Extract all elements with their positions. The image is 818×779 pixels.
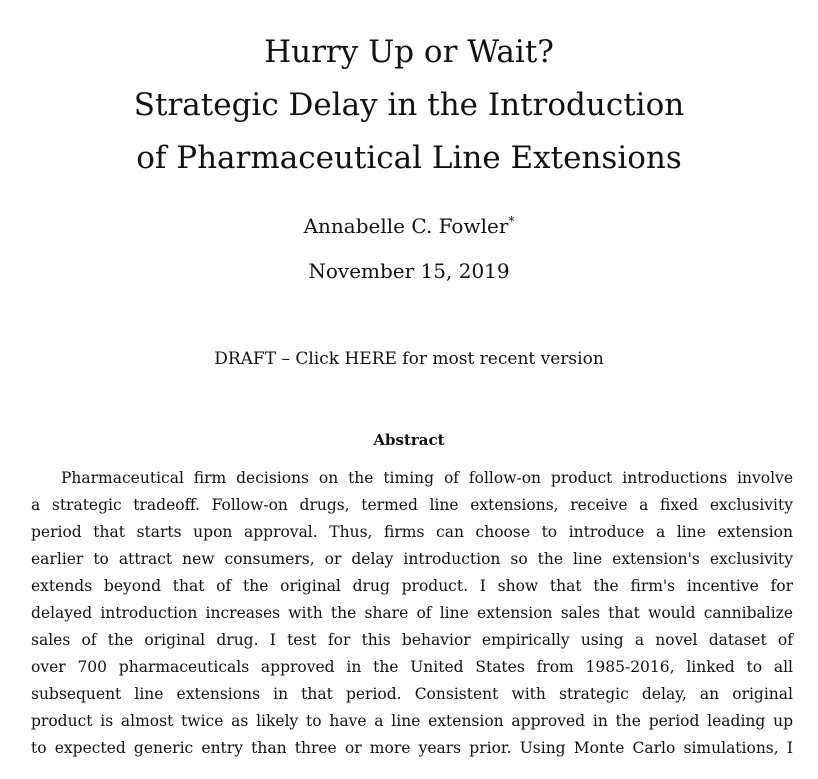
title-line-1: Hurry Up or Wait?: [264, 34, 554, 70]
abstract-body: [31, 465, 793, 762]
abstract-line: subsequent line extensions in that period. Consistent with strategic delay, an original: [31, 685, 793, 703]
paper-date: November 15, 2019: [308, 259, 510, 283]
abstract-line: earlier to attract new consumers, or delay introduction so the line extension's exclusivity: [31, 550, 793, 568]
abstract-line: sales of the original drug. I test for this behavior empirically using a novel dataset of: [31, 631, 793, 649]
paper-title: [0, 26, 818, 185]
abstract-line: product is almost twice as likely to have a line extension approved in the period leading up: [31, 712, 793, 730]
abstract-line: delayed introduction increases with the share of line extension sales that would cannibalize: [31, 604, 793, 622]
abstract-heading: Abstract: [373, 431, 445, 449]
author-line: [0, 206, 818, 241]
recent-version-link[interactable]: DRAFT – Click HERE for most recent version: [214, 349, 604, 369]
abstract-line: to expected generic entry than three or more years prior. Using Monte Carlo simulations, I: [31, 739, 793, 757]
author-footnote-mark[interactable]: *: [508, 214, 515, 228]
abstract-line: extends beyond that of the original drug product. I show that the firm's incentive for: [31, 577, 793, 595]
abstract-line: over 700 pharmaceuticals approved in the United States from 1985-2016, linked to all: [31, 658, 793, 676]
title-line-3: of Pharmaceutical Line Extensions: [136, 140, 682, 176]
abstract-line: period that starts upon approval. Thus, firms can choose to introduce a line extension: [31, 523, 793, 541]
abstract-line: Pharmaceutical firm decisions on the timing of follow-on product introductions involve: [61, 469, 793, 487]
draft-notice: [0, 345, 818, 373]
abstract-line: a strategic tradeoff. Follow-on drugs, termed line extensions, receive a fixed exclusivity: [31, 496, 793, 514]
title-line-2: Strategic Delay in the Introduction: [133, 87, 685, 123]
author-name: Annabelle C. Fowler: [303, 214, 509, 238]
